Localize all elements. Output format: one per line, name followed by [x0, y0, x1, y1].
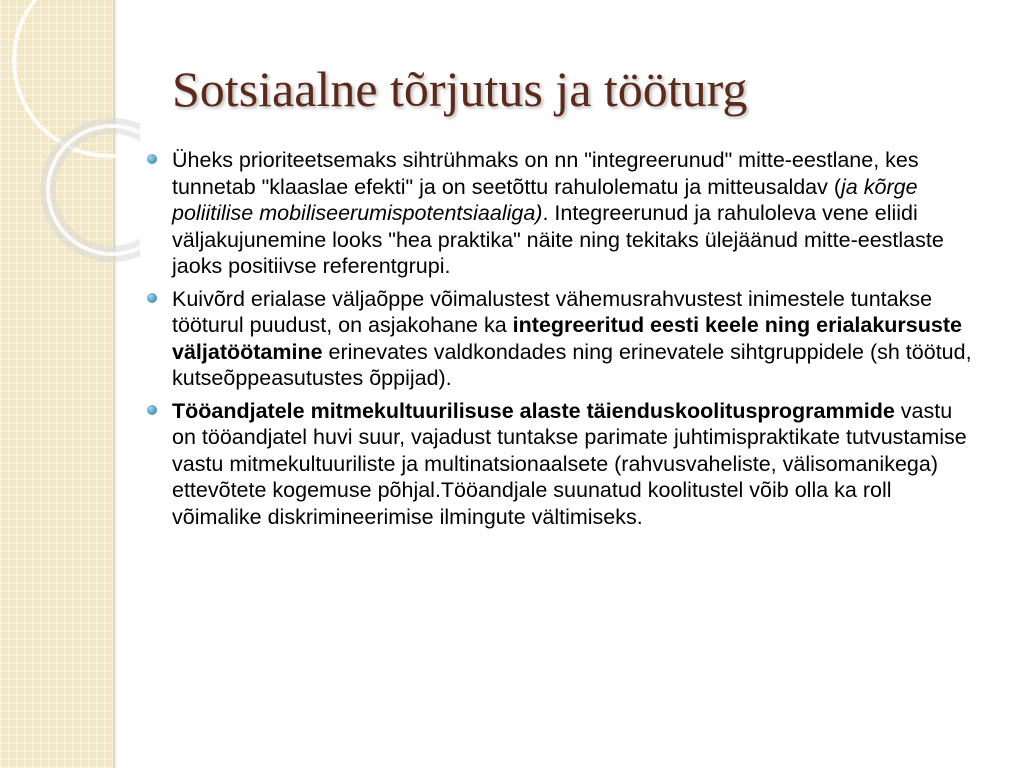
- bullet-text-part: Kuivõrd erialase väljaõppe võimalustest vähemusrahvustest inimestele tuntakse tööturul puudust, on asjakohane ka: [172, 286, 933, 337]
- decorative-rings: [0, 0, 140, 290]
- bullet-item: [147, 398, 982, 531]
- bullet-text: [172, 286, 982, 392]
- bullet-text-part: Üheks prioriteetsemaks sihtrühmaks on nn "integreerunud" mitte-eestlane, kes tunnetab "klaaslae efekti" ja on seetõttu rahulolematu ja mitteusaldav (: [172, 148, 919, 199]
- bullet-text-bold: integreeritud eesti keele ning erialakursuste väljatöötamine: [172, 313, 962, 364]
- bullet-list: [147, 147, 982, 536]
- lower-ring: [48, 126, 140, 254]
- bullet-item: [147, 286, 982, 392]
- bullet-icon: [147, 293, 157, 303]
- bullet-icon: [147, 154, 157, 164]
- bullet-text-part: . Integreerunud ja rahuloleva vene eliidi väljakujunemine looks "hea praktika" näite ning tekitaks ülejäänud mitte-eestlaste jaoks positiivse referentgrupi.: [172, 201, 944, 278]
- bullet-text-italic: ja kõrge poliitilise mobiliseerumispotentsiaaliga): [172, 174, 918, 225]
- bullet-item: [147, 147, 982, 280]
- bullet-text-part: vastu on tööandjatel huvi suur, vajadust tuntakse parimate juhtimispraktikate tutvustamise vastu mitmekultuuriliste ja multinatsionaalsete (rahvusvaheliste, välisomanikega) ettevõtete kogemuse põhjal.Tööandjale suunatud koolitustel võib olla ka roll võimalike diskrimineerimise ilmingute vältimiseks.: [172, 398, 967, 529]
- bullet-text: [172, 398, 982, 531]
- slide-title: Sotsiaalne tõrjutus ja tööturg: [172, 61, 748, 117]
- bullet-text-part: erinevates valdkondades ning erinevatele sihtgruppidele (sh töötud, kutseõppeasutustes õppijad).: [172, 339, 972, 390]
- bullet-text: [172, 147, 982, 280]
- bullet-icon: [147, 405, 157, 415]
- bullet-text-bold: Tööandjatele mitmekultuurilisuse alaste täienduskoolitusprogrammide: [172, 398, 895, 423]
